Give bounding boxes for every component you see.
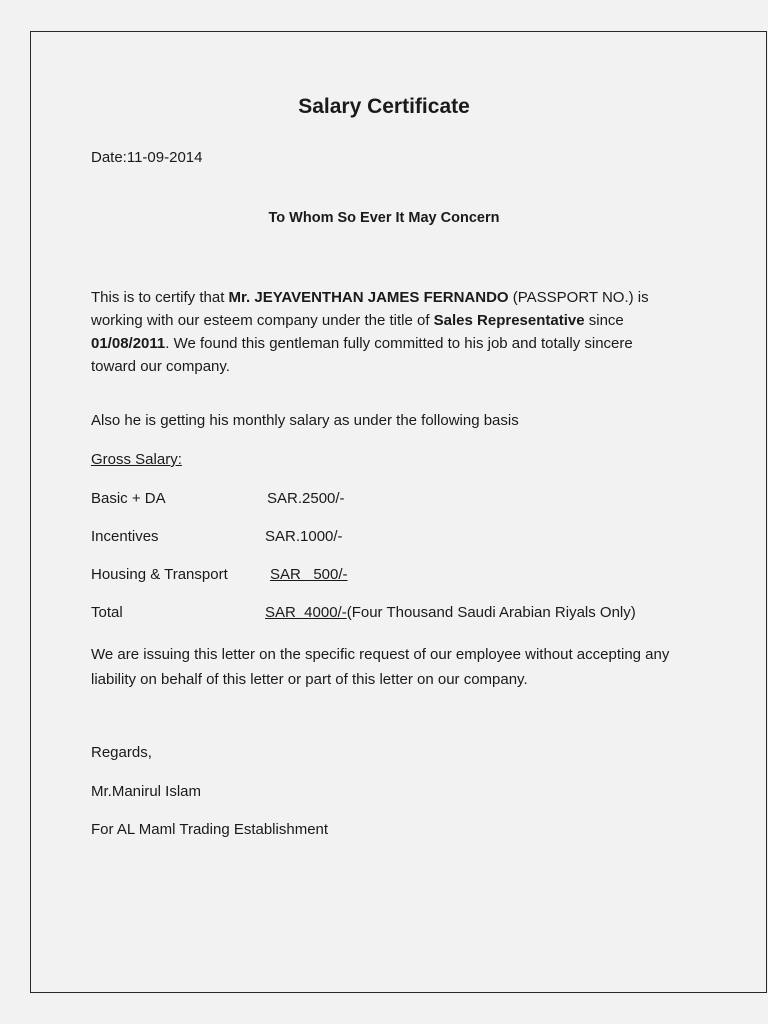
salary-intro: Also he is getting his monthly salary as under the following basis xyxy=(91,412,519,429)
certify-paragraph xyxy=(91,286,681,378)
certify-text-2: (PASSPORT NO.) is working with our esteem company under the title of xyxy=(91,289,649,329)
salutation: To Whom So Ever It May Concern xyxy=(268,210,500,226)
page-border xyxy=(30,31,767,993)
date-label: Date: xyxy=(91,149,127,166)
certify-text-1: This is to certify that xyxy=(91,289,229,306)
since-date: 01/08/2011 xyxy=(91,335,166,352)
regards: Regards, xyxy=(91,744,152,761)
total-value-line xyxy=(265,604,636,621)
total-words: (Four Thousand Saudi Arabian Riyals Only) xyxy=(346,604,636,621)
salary-row-value: SAR.2500/- xyxy=(267,490,345,507)
total-label: Total xyxy=(91,604,123,621)
salary-row-label: Housing & Transport xyxy=(91,566,228,583)
employee-position: Sales Representative xyxy=(433,312,585,329)
salary-row-label: Basic + DA xyxy=(91,490,166,507)
date-line xyxy=(91,149,202,166)
salary-row-value: SAR 500/- xyxy=(270,566,348,583)
certify-text-4: . We found this gentleman fully committed to his job and totally sincere toward our company. xyxy=(91,335,633,375)
salary-row-label: Incentives xyxy=(91,528,159,545)
signer-name: Mr.Manirul Islam xyxy=(91,783,202,800)
salary-row-value: SAR.1000/- xyxy=(265,528,343,545)
certify-text-3: since xyxy=(584,312,624,329)
employee-name: Mr. JEYAVENTHAN JAMES FERNANDO xyxy=(228,289,509,306)
total-value: SAR 4000/- xyxy=(265,604,347,621)
company-name: For AL Maml Trading Establishment xyxy=(91,821,329,838)
date-value: 11-09-2014 xyxy=(126,149,203,166)
document-title: Salary Certificate xyxy=(298,95,470,118)
closing-paragraph: We are issuing this letter on the specific request of our employee without accepting any liability on behalf of this letter or part of this letter on our company. xyxy=(91,646,670,688)
gross-salary-label: Gross Salary: xyxy=(91,451,182,468)
